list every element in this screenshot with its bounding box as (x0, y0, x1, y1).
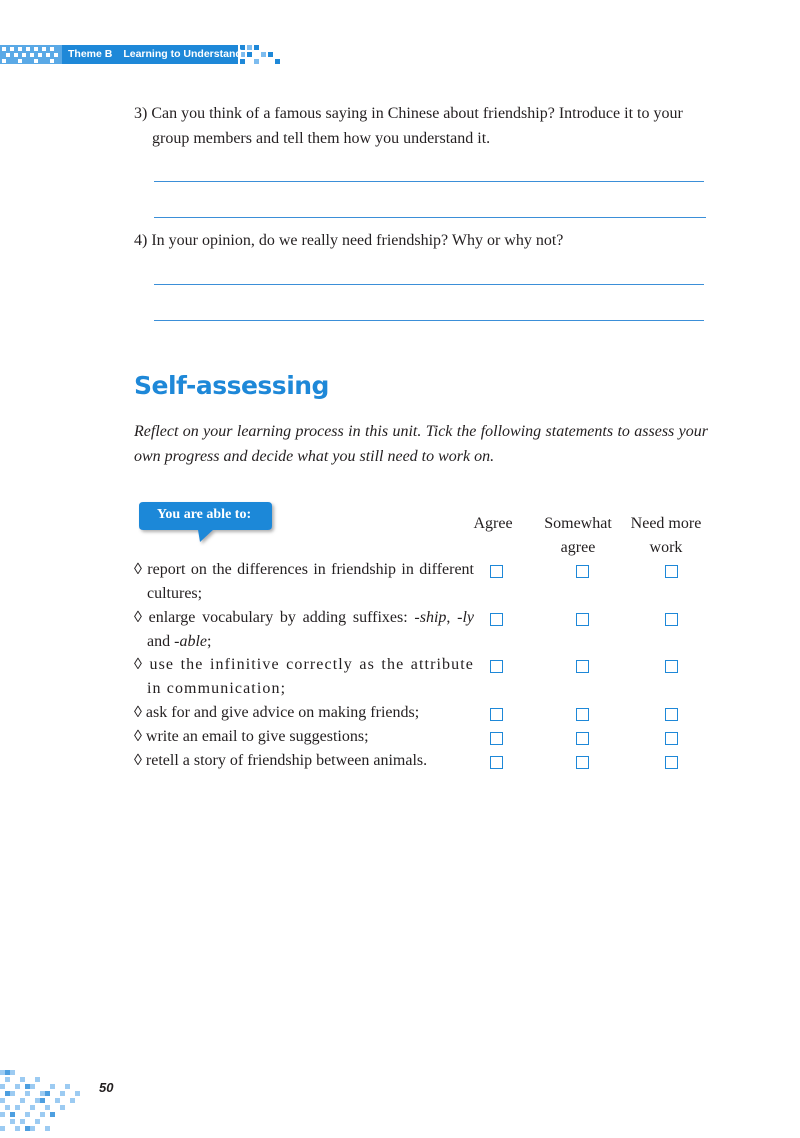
checkbox-s3-need-more[interactable] (665, 660, 678, 673)
checkbox-s5-somewhat[interactable] (576, 732, 589, 745)
statement-1 (134, 558, 474, 606)
checkbox-s1-need-more[interactable] (665, 565, 678, 578)
statement-3-text: ◊ use the infinitive correctly as the attribute in communication; (134, 656, 474, 697)
statement-2-comma: , (446, 609, 458, 626)
statement-2-pre: ◊ enlarge vocabulary by adding suffixes: (134, 609, 415, 626)
question-3-line1: 3) Can you think of a famous saying in Chinese about friendship? Introduce it to your (134, 105, 683, 122)
checkbox-s3-agree[interactable] (490, 660, 503, 673)
question-4: 4) In your opinion, do we really need friendship? Why or why not? (134, 232, 564, 249)
checkbox-s5-need-more[interactable] (665, 732, 678, 745)
footer-pixel-pattern (0, 1068, 96, 1138)
checkbox-s4-agree[interactable] (490, 708, 503, 721)
answer-line-q3-2[interactable] (154, 217, 706, 218)
checkbox-s4-need-more[interactable] (665, 708, 678, 721)
theme-title: Learning to Understand (123, 48, 242, 60)
col-need-more-work (616, 512, 716, 560)
col-need-line1: Need more (630, 515, 702, 532)
able-label: You are able to: (156, 507, 252, 522)
checkbox-s2-somewhat[interactable] (576, 613, 589, 626)
statement-4-text: ◊ ask for and give advice on making friends; (134, 704, 420, 721)
theme-banner (62, 45, 242, 64)
checkbox-s1-agree[interactable] (490, 565, 503, 578)
statement-6-text: ◊ retell a story of friendship between animals. (134, 752, 428, 769)
statement-5 (134, 725, 474, 749)
page-number: 50 (99, 1080, 114, 1095)
checkbox-s6-need-more[interactable] (665, 756, 678, 769)
checkbox-s5-agree[interactable] (490, 732, 503, 745)
answer-line-q3-1[interactable] (154, 181, 704, 182)
checkbox-s3-somewhat[interactable] (576, 660, 589, 673)
col-need-line2: work (649, 539, 683, 556)
checkbox-s6-somewhat[interactable] (576, 756, 589, 769)
checkbox-s2-need-more[interactable] (665, 613, 678, 626)
col-somewhat-line2: agree (560, 539, 596, 556)
theme-label: Theme B (68, 48, 113, 60)
statement-6 (134, 749, 474, 773)
question-3 (134, 101, 708, 151)
col-agree-label: Agree (473, 515, 513, 532)
suffix-ship: -ship (414, 609, 447, 626)
col-somewhat-line1: Somewhat (544, 515, 612, 532)
checkbox-s4-somewhat[interactable] (576, 708, 589, 721)
statement-5-text: ◊ write an email to give suggestions; (134, 728, 369, 745)
question-3-line2: group members and tell them how you understand it. (152, 130, 491, 147)
statement-2-and: and (147, 633, 175, 650)
section-title: Self-assessing (134, 371, 329, 400)
checkbox-s6-agree[interactable] (490, 756, 503, 769)
section-intro: Reflect on your learning process in this unit. Tick the following statements to assess your own progress and decide what you still need to work on. (134, 423, 708, 465)
checkbox-s1-somewhat[interactable] (576, 565, 589, 578)
statement-2-end: ; (206, 633, 212, 650)
checkbox-s2-agree[interactable] (490, 613, 503, 626)
answer-line-q4-2[interactable] (154, 320, 704, 321)
statement-2-text (134, 606, 474, 654)
statement-2 (134, 606, 474, 654)
suffix-ly: -ly (457, 609, 474, 626)
suffix-able: -able (174, 633, 207, 650)
answer-line-q4-1[interactable] (154, 284, 704, 285)
col-somewhat-agree (528, 512, 628, 560)
statement-3 (134, 653, 474, 701)
statement-1-text: ◊ report on the differences in friendship in different cultures; (134, 561, 474, 602)
statement-4 (134, 701, 474, 725)
